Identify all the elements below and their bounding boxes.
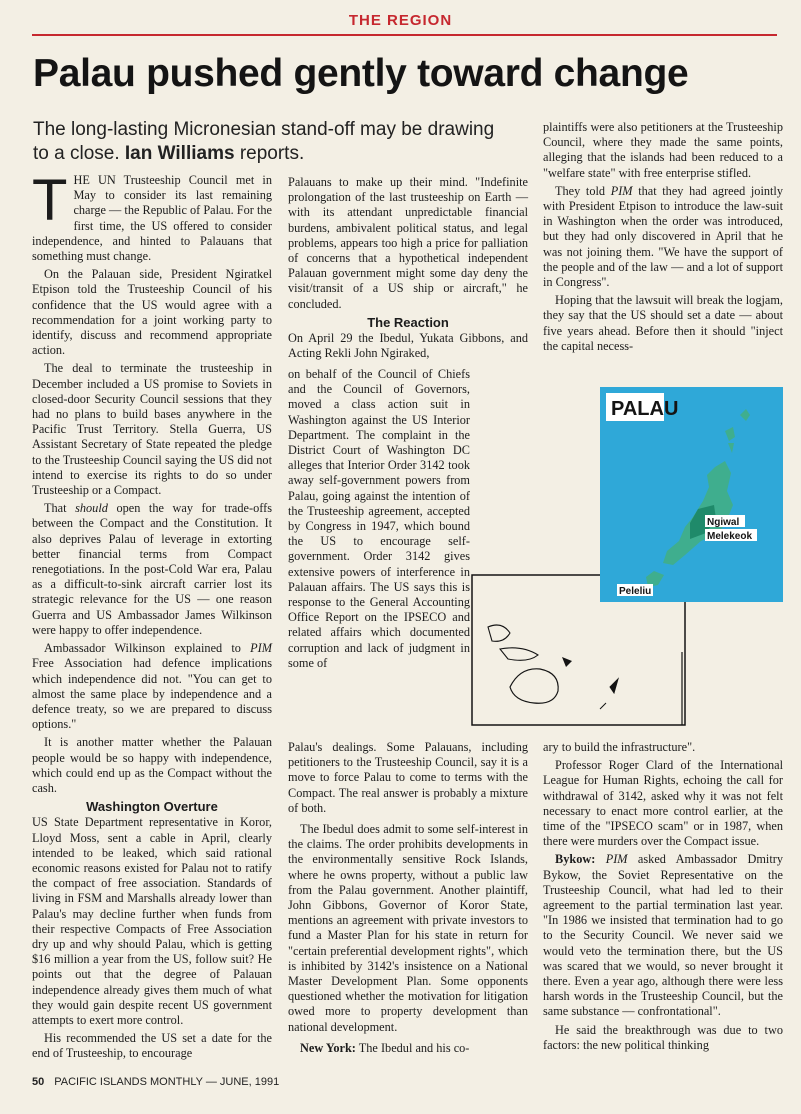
paragraph: They told PIM that they had agreed jointly with President Etpison to introduce the law-suit in Washington when the order was introduced, but they had only discovered in April that he was not joining them. "We have the support of the people and of the law — and a lot of support in Congress". <box>543 183 783 290</box>
headline: Palau pushed gently toward change <box>33 52 689 95</box>
byline-suffix: reports. <box>239 143 305 164</box>
top-rule <box>32 34 777 36</box>
paragraph: Ambassador Wilkinson explained to PIM Free Association had defence implications which independence did not. "You can get to almost the same place by independence and a defence treaty, so we are prepared to discuss options." <box>32 641 272 732</box>
column-2-narrow <box>288 367 470 674</box>
paragraph: The Ibedul does admit to some self-interest in the claims. The order prohibits developments in the environmentally sensitive Rock Islands, where he owns property, without a public law from the Palau government. Another plaintiff, John Gibbons, Governor of Koror State, mentions an agreement with private investors to fund a Master Plan for his state in return for "certain preferential development rights", which is inhibited by 3142's insistence on a National Master Development Plan. Some opponents questioned whether the motivation for litigation owed more to property development than national development. <box>288 822 528 1034</box>
publication-line: PACIFIC ISLANDS MONTHLY — JUNE, 1991 <box>54 1076 280 1088</box>
paragraph: on behalf of the Council of Chiefs and the Council of Governors, moved a class action suit in Washington against the US Interior Department. The complaint in the District Court of Washington DC alleges that Interior Order 3142 took away self-government powers from Palau, going against the intention of the Trusteeship agreement, accepted by Congress in 1947, which bound the US to encourage self-government. Order 3142 gives extensive powers of interference in Palauan affairs. The US says this is response to the General Accounting Office Report on the IPSECO and related affairs which documented corruption and lack of judgment in some of <box>288 367 470 670</box>
standfirst <box>33 118 503 166</box>
column-3-top <box>543 120 783 357</box>
paragraph: THE UN Trusteeship Council met in May to consider its last remaining charge — the Republic of Palau. For the first time, the US offered to consider independence, and hinted to Palauans that something must change. <box>32 168 272 264</box>
column-3-bottom <box>543 740 783 1056</box>
label-ngiwal: Ngiwal <box>707 517 740 528</box>
paragraph: US State Department representative in Koror, Lloyd Moss, sent a cable in April, clearly intended to be leaked, which said rational economic reasons existed for Palau not to ratify the compact of free association. Standards of living in FSM and Marshalls already lower than Palau's may decline further when funds from their respective Compacts of Free Association dry up and why should Palau, which is getting $16 million a year from the US, follow suit? He points out that the degree of Palauan independence already gives them much of what they would gain despite recent US government attempts to exert more control. <box>32 815 272 1027</box>
drop-cap: T <box>32 168 68 233</box>
paragraph: Professor Roger Clard of the International League for Human Rights, echoing the call for withdrawal of 3142, asked why it was not felt necessary to enact more control earlier, at the time of the "IPSECO scam" or in 1987, when there were murders over the Compact issue. <box>543 758 783 849</box>
paragraph: That should open the way for trade-offs between the Compact and the Constitution. It also deprives Palau of leverage in extorting better financial terms from Compact renegotiations. In the post-Cold War era, Palau as a difficult-to-sink aircraft carrier lost its strategic relevance for the US — one reason Guerra and US Ambassador James Wilkinson were happy to offer independence. <box>32 501 272 637</box>
column-1 <box>32 168 272 1065</box>
column-2-top <box>288 175 528 364</box>
map-title: PALAU <box>611 398 679 420</box>
paragraph: plaintiffs were also petitioners at the Trusteeship Council, where they made the same points, alleging that the islands had been reduced to a "welfare state" with free enterprise stifled. <box>543 120 783 180</box>
paragraph: His recommended the US set a date for the end of Trusteeship, to encourage <box>32 1031 272 1061</box>
column-2-bottom <box>288 740 528 1059</box>
paragraph: Hoping that the lawsuit will break the logjam, they say that the US should set a date — about five years ahead. Before then it should "inject the capital necess- <box>543 293 783 353</box>
footer <box>32 1076 279 1088</box>
subheading-washington-overture: Washington Overture <box>86 799 218 815</box>
paragraph: Palau's dealings. Some Palauans, including petitioners to the Trusteeship Council, say it is a move to force Palau to come to terms with the Compact. The real answer is probably a mixture of both. <box>288 740 528 815</box>
page-number: 50 <box>32 1076 45 1088</box>
subheading-the-reaction: The Reaction <box>367 314 449 330</box>
paragraph: On April 29 the Ibedul, Yukata Gibbons, and Acting Rekli John Ngiraked, <box>288 331 528 361</box>
paragraph: New York: The Ibedul and his co- <box>300 1040 470 1055</box>
label-melekeok: Melekeok <box>707 531 753 542</box>
label-peleliu: Peleliu <box>619 586 652 597</box>
paragraph: On the Palauan side, President Ngiratkel Etpison told the Trusteeship Council of his confidence that the US would agree with a recommendation for a joint working party to identify, discuss and recommend appropriate action. <box>32 267 272 358</box>
paragraph: Bykow: PIM asked Ambassador Dmitry Bykow, the Soviet Representative on the Trusteeship Council, what had led to their agreement to the partial termination last year. "In 1986 we insisted that termination had to go to the Security Council. We never said we would veto the termination there, but the US was scared that we would, so never brought it there. Even a year ago, although there were less harsh words in the Trusteeship Council, but the same substance — confrontational". <box>543 852 783 1019</box>
paragraph: He said the breakthrough was due to two factors: the new political thinking <box>543 1022 783 1052</box>
palau-map <box>470 387 783 727</box>
standfirst-text: The long-lasting Micronesian stand-off may be drawing to a close. <box>33 119 495 164</box>
paragraph: The deal to terminate the trusteeship in December included a US promise to Soviets in closed-door Security Council sessions that they had no plans to build bases anywhere in the Pacific Trust Territory. Stella Guerra, US Assistant Secretary of State repeated the pledge to the Trusteeship Council saying the US did not intend to exercise its rights to do so under Trusteeship or a Compact. <box>32 361 272 498</box>
byline: Ian Williams <box>124 143 235 164</box>
paragraph: Palauans to make up their mind. "Indefinite prolongation of the last trusteeship on Earth — with its attendant unpredictable financial burdens, ambivalent political status, and legal problems, appears too high a price for palliation of concerns that a hypothetical independent Palauan government might some day deny the visit/transit of a US ship or aircraft," he concluded. <box>288 175 528 311</box>
paragraph: ary to build the infrastructure". <box>543 740 696 754</box>
section-label: THE REGION <box>348 12 453 29</box>
paragraph: It is another matter whether the Palauan people would be so happy with independence, which could end up as the Compact without the cash. <box>32 735 272 795</box>
